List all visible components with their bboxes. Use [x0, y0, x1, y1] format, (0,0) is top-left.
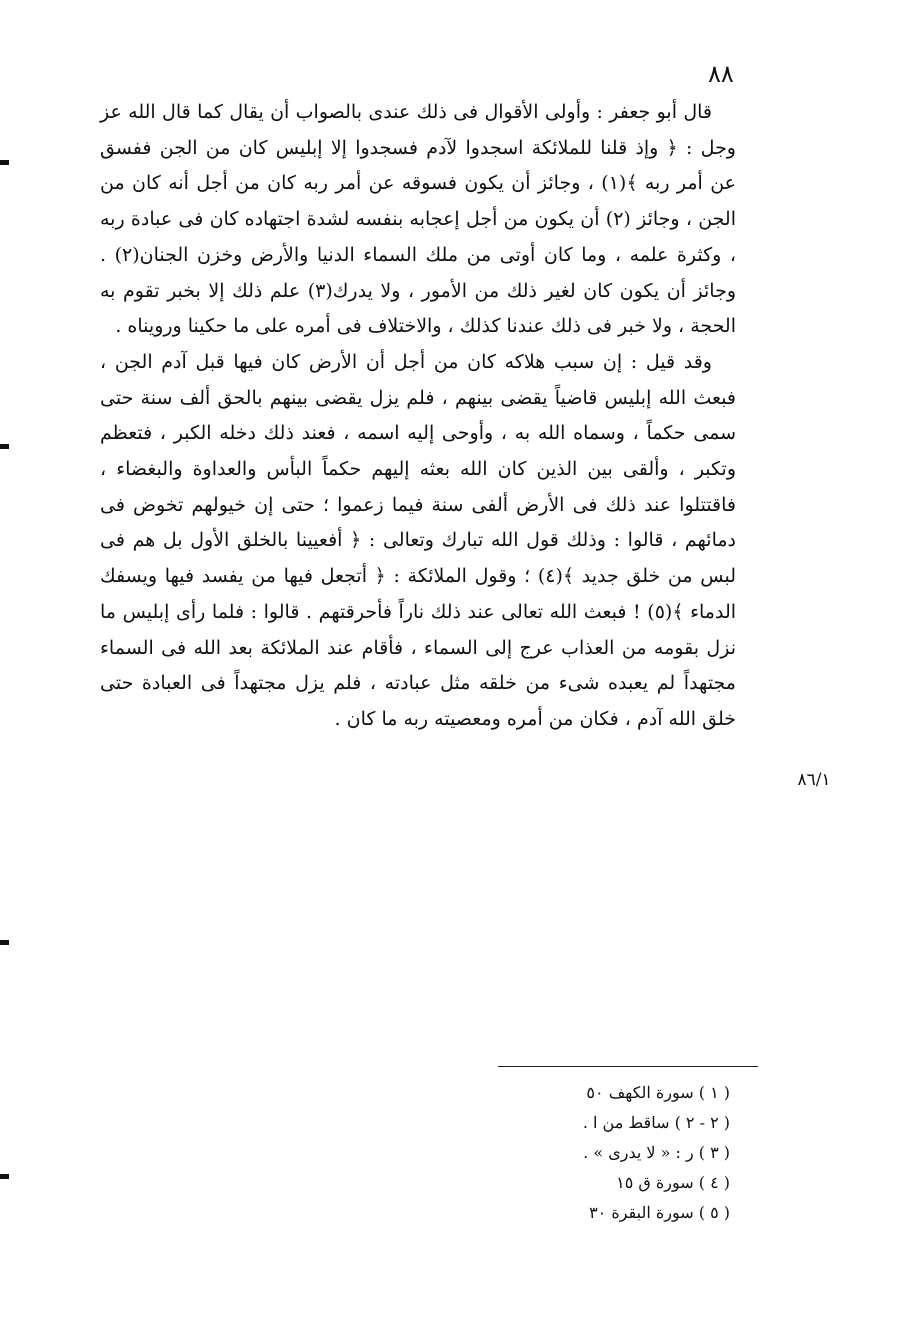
margin-reference: ٨٦/١	[797, 770, 831, 790]
footnote-1: ( ١ ) سورة الكهف ٥٠	[586, 1083, 730, 1102]
footnote-3: ( ٣ ) ر : « لا يدرى » .	[583, 1143, 730, 1162]
paragraph-2: وقد قيل : إن سبب هلاكه كان من أجل أن الأرض كان فيها قبل آدم الجن ، فبعث الله إبليس قاضياً يقضى بينهم ، فلم يزل يقضى بينهم بالحق ألف سنة حتى سمى حكماً ، وسماه الله به ، وأوحى إليه اسمه ، فعند ذلك دخله الكبر ، فتعظم وتكبر ، وألقى بين الذين كان الله بعثه إليهم حكماً البأس والعداوة والبغضاء ، فاقتتلوا عند ذلك فى الأرض ألفى سنة فيما زعموا ؛ حتى إن خيولهم تخوض فى دمائهم ، قالوا : وذلك قول الله تبارك وتعالى : ﴿ أفعيينا بالخلق الأول بل هم فى لبس من خلق جديد ﴾(٤) ؛ وقول الملائكة : ﴿ أتجعل فيها من يفسد فيها ويسفك الدماء ﴾(٥) ! فبعث الله تعالى عند ذلك ناراً فأحرقتهم . قالوا : فلما رأى إبليس ما نزل بقومه من العذاب عرج إلى السماء ، فأقام عند الملائكة بعد الله فى السماء مجتهداً لم يعبده شىء من خلقه مثل عبادته ، فلم يزل مجتهداً فى العبادة حتى خلق الله آدم ، فكان من أمره ومعصيته ربه ما كان .	[100, 350, 737, 730]
scan-edge-mark	[0, 1174, 9, 1179]
footnote-5: ( ٥ ) سورة البقرة ٣٠	[589, 1203, 730, 1222]
scan-edge-mark	[0, 444, 9, 449]
footnote-4: ( ٤ ) سورة ق ١٥	[616, 1173, 730, 1192]
scan-edge-mark	[0, 940, 9, 945]
footnotes-list	[440, 1078, 730, 1228]
scan-edge-mark	[0, 160, 9, 165]
main-text	[100, 95, 736, 738]
page-number: ٨٨	[708, 60, 734, 88]
paragraph-1: قال أبو جعفر : وأولى الأقوال فى ذلك عندى بالصواب أن يقال كما قال الله عز وجل : ﴿ وإذ قلنا للملائكة اسجدوا لآدم فسجدوا إلا إبليس كان من الجن ففسق عن أمر ربه ﴾(١) ، وجائز أن يكون فسوقه عن أمر ربه كان من أجل أنه كان من الجن ، وجائز (٢) أن يكون من أجل إعجابه بنفسه لشدة اجتهاده كان فى عبادة ربه ، وكثرة علمه ، وما كان أوتى من ملك السماء الدنيا والأرض وخزن الجنان(٢) . وجائز أن يكون كان لغير ذلك من الأمور ، ولا يدرك(٣) علم ذلك إلا بخبر تقوم به الحجة ، ولا خبر فى ذلك عندنا كذلك ، والاختلاف فى أمره على ما حكينا ورويناه .	[100, 101, 737, 338]
footnote-2: ( ٢ - ٢ ) ساقط من ا .	[582, 1113, 730, 1132]
footnote-divider	[498, 1066, 758, 1067]
